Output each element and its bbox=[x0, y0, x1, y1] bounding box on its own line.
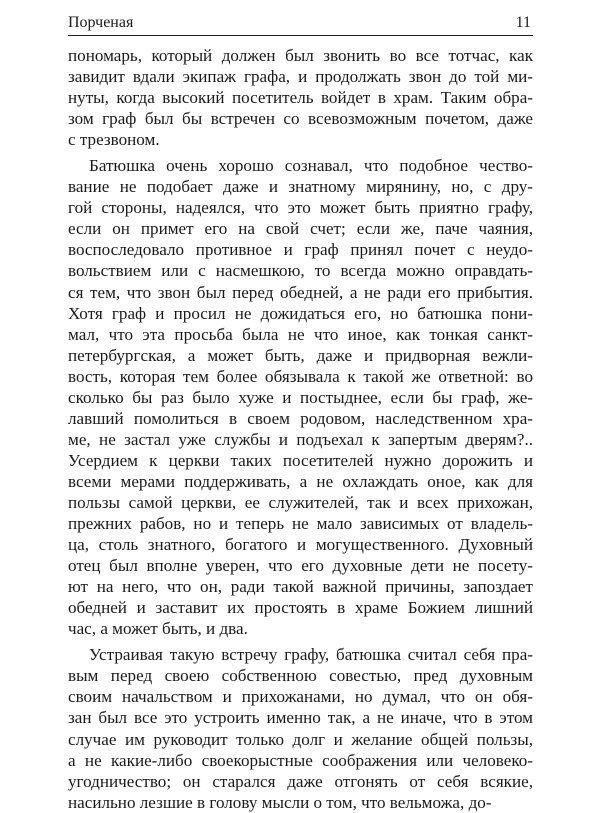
text-line: завидит вдали экипаж графа, и продолжать звон до той ми- bbox=[68, 67, 533, 87]
text-line: вольствием или с насмешкою, то всегда можно оправдать- bbox=[68, 261, 533, 281]
text-line: ся тем, что звон был перед обедней, а не ради его прибытия. bbox=[68, 282, 533, 302]
text-line: пользы самой церкви, ее служителей, так и всех прихожан, bbox=[68, 492, 533, 512]
text-line: насильно лезшие в голову мысли о том, что вельможа, до- bbox=[68, 792, 492, 812]
text-line: с трезвоном. bbox=[68, 130, 160, 150]
text-line: если он примет его на свой счет; если же, паче чаяния, bbox=[68, 219, 533, 239]
text-line: обедней и заставит их простоять в храме Божием лишний bbox=[68, 598, 533, 618]
text-line: прежних рабов, но и теперь не мало зависимых от владель- bbox=[68, 514, 533, 534]
text-line: воспоследовало противное и граф принял почет с неудо- bbox=[68, 240, 533, 260]
text-line: ца, столь знатного, богатого и могущественного. Духовный bbox=[68, 535, 533, 555]
text-line: петербургская, а может быть, даже и придворная вежли- bbox=[68, 345, 533, 365]
paragraph bbox=[68, 155, 533, 639]
text-line: нуты, когда высокий посетитель войдет в храм. Таким обра- bbox=[68, 88, 533, 108]
text-line: своим начальством и прихожанами, но думал, что он обя- bbox=[68, 687, 533, 707]
text-line: ют на него, что он, ради такой важной причины, запоздает bbox=[68, 577, 533, 597]
text-line: Устраивая такую встречу графу, батюшка считал себя пра- bbox=[89, 645, 533, 665]
text-line: лавший помолиться в своем родовом, наследственном хра- bbox=[68, 408, 533, 428]
page-number: 11 bbox=[515, 14, 531, 31]
text-line: всеми мерами поддерживать, а не охлаждать оное, как для bbox=[68, 471, 533, 491]
text-line: а не какие-либо своекорыстные соображения или человеко- bbox=[68, 750, 533, 770]
text-line: мал, что эта просьба была не что иное, как тонкая санкт- bbox=[68, 324, 533, 344]
text-line: пономарь, который должен был звонить во все тотчас, как bbox=[68, 46, 533, 65]
text-line: угодничество; он старался даже отгонять от себя всякие, bbox=[68, 771, 533, 791]
text-line: зом граф был бы встречен со всевозможным почетом, даже bbox=[68, 109, 533, 129]
text-line: Усердием к церкви таких посетителей нужно дорожить и bbox=[68, 450, 533, 470]
text-line: вым перед своею собственною совестью, пред духовным bbox=[68, 666, 533, 686]
text-line: случае им руководит только долг и желание общей пользы, bbox=[68, 729, 533, 749]
body-text bbox=[68, 45, 533, 813]
text-line: Батюшка очень хорошо сознавал, что подобное чество- bbox=[89, 156, 533, 176]
text-line: гой стороны, надеялся, что это может быть приятно графу, bbox=[68, 198, 533, 218]
paragraph bbox=[68, 45, 533, 150]
paragraph bbox=[68, 644, 533, 812]
text-line: зан был все это устроить именно так, а не иначе, что в этом bbox=[68, 708, 533, 728]
text-line: Хотя граф и просил не дожидаться его, но батюшка пони- bbox=[68, 303, 533, 323]
text-line: час, а может быть, и два. bbox=[68, 619, 248, 639]
text-line: вание не подобает даже и знатному мирянину, но, с дру- bbox=[68, 177, 533, 197]
running-title: Порченая bbox=[68, 14, 134, 31]
page-header bbox=[68, 11, 533, 36]
text-line: вость, которая тем более обязывала к такой же ответной: во bbox=[68, 366, 533, 386]
text-line: ме, не застал уже службы и подъехал к запертым дверям?.. bbox=[68, 429, 533, 449]
text-line: отец был вполне уверен, что его духовные дети не посету- bbox=[68, 556, 533, 576]
text-line: сколько бы раз было хуже и постыднее, если бы граф, же- bbox=[68, 387, 533, 407]
